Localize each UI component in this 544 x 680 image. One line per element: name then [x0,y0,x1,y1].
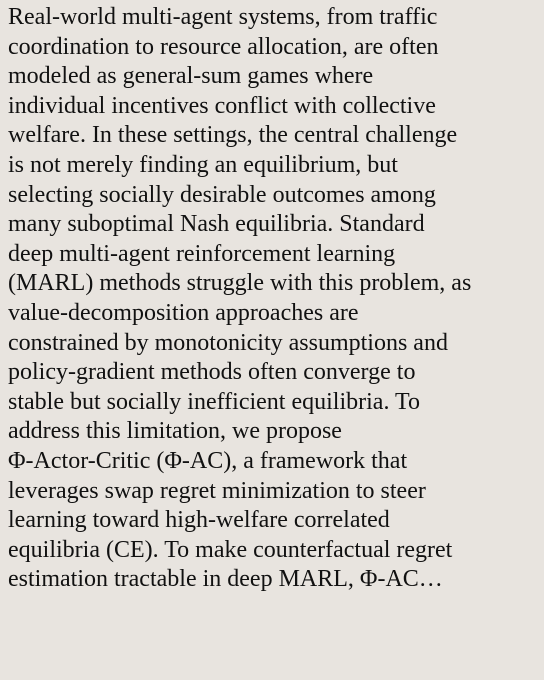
text-line: modeled as general-sum games where [8,63,374,90]
text-line: is not merely finding an equilibrium, but [8,151,398,178]
text-line: (MARL) methods struggle with this problem, as [8,270,472,297]
abstract-text [8,3,538,595]
text-line: stable but socially inefficient equilibria. To [8,388,420,415]
text-line: deep multi-agent reinforcement learning [8,240,396,267]
text-line: Φ-Actor-Critic (Φ-AC), a framework that [8,447,408,474]
text-line: selecting socially desirable outcomes among [8,181,436,208]
text-line: learning toward high-welfare correlated [8,507,390,534]
text-line: estimation tractable in deep MARL, Φ-AC… [8,566,443,593]
text-line: Real-world multi-agent systems, from traffic [8,4,438,30]
text-line: coordination to resource allocation, are often [8,33,439,60]
text-line: individual incentives conflict with collective [8,92,436,119]
text-line: leverages swap regret minimization to steer [8,477,426,504]
text-line: policy-gradient methods often converge to [8,359,416,386]
text-line: welfare. In these settings, the central challenge [8,122,458,149]
text-line: address this limitation, we propose [8,418,342,445]
text-line: equilibria (CE). To make counterfactual regret [8,536,453,563]
text-line: value-decomposition approaches are [8,299,359,326]
text-line: constrained by monotonicity assumptions and [8,329,448,356]
text-line: many suboptimal Nash equilibria. Standard [8,211,425,238]
